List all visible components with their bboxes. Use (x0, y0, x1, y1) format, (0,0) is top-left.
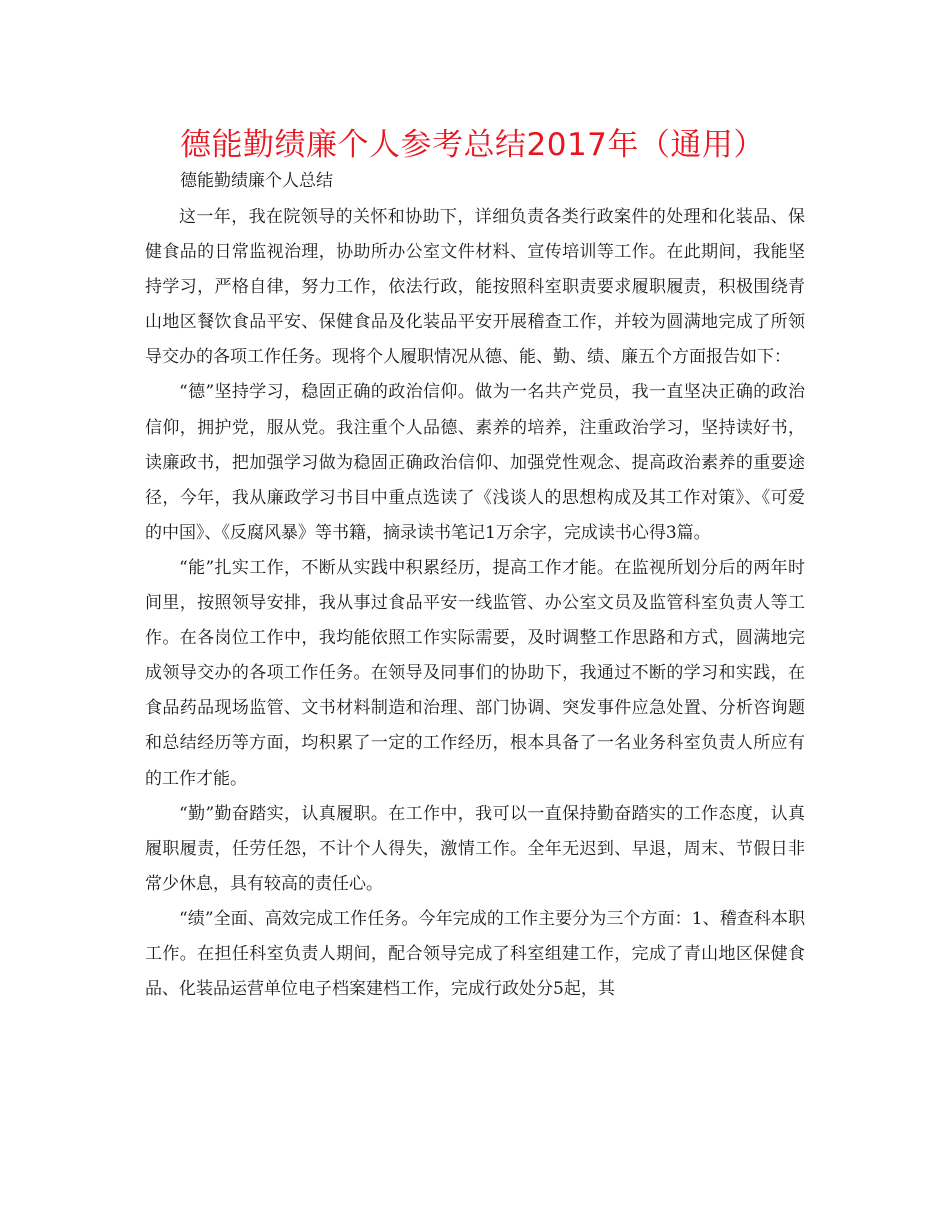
document-subtitle: 德能勤绩廉个人总结 (180, 171, 333, 191)
document-body (145, 200, 805, 1007)
paragraph-ji: “绩”全面、高效完成工作任务。今年完成的工作主要分为三个方面：1、稽查科本职工作。在担任科室负责人期间，配合领导完成了科室组建工作，完成了青山地区保健食品、化装品运营单位电子档案建档工作，完成行政处分5起，其 (145, 908, 805, 1000)
paragraph-neng: “能”扎实工作，不断从实践中积累经历，提高工作才能。在监视所划分后的两年时间里，按照领导安排，我从事过食品平安一线监管、办公室文员及监管科室负责人等工作。在各岗位工作中，我均能依照工作实际需要，及时调整工作思路和方式，圆满地完成领导交办的各项工作任务。在领导及同事们的协助下，我通过不断的学习和实践，在食品药品现场监管、文书材料制造和治理、部门协调、突发事件应急处置、分析咨询题和总结经历等方面，均积累了一定的工作经历，根本具备了一名业务科室负责人所应有的工作才能。 (145, 557, 805, 789)
document-title: 德能勤绩廉个人参考总结2017年（通用） (180, 127, 765, 163)
paragraph-de: “德”坚持学习，稳固正确的政治信仰。做为一名共产党员，我一直坚决正确的政治信仰，拥护党，服从党。我注重个人品德、素养的培养，注重政治学习，坚持读好书，读廉政书，把加强学习做为稳固正确政治信仰、加强党性观念、提高政治素养的重要途径，今年，我从廉政学习书目中重点选读了《浅谈人的思想构成及其工作对策》、《可爱的中国》、《反腐风暴》等书籍，摘录读书笔记1万余字，完成读书心得3篇。 (145, 382, 805, 543)
paragraph-qin: “勤”勤奋踏实，认真履职。在工作中，我可以一直保持勤奋踏实的工作态度，认真履职履责，任劳任怨，不计个人得失，激情工作。全年无迟到、早退，周末、节假日非常少休息，具有较高的责任心。 (145, 803, 805, 894)
paragraph-intro: 这一年，我在院领导的关怀和协助下，详细负责各类行政案件的处理和化装品、保健食品的日常监视治理，协助所办公室文件材料、宣传培训等工作。在此期间，我能坚持学习，严格自律，努力工作，依法行政，能按照科室职责要求履职履责，积极围绕青山地区餐饮食品平安、保健食品及化装品平安开展稽查工作，并较为圆满地完成了所领导交办的各项工作任务。现将个人履职情况从德、能、勤、绩、廉五个方面报告如下： (145, 207, 805, 368)
